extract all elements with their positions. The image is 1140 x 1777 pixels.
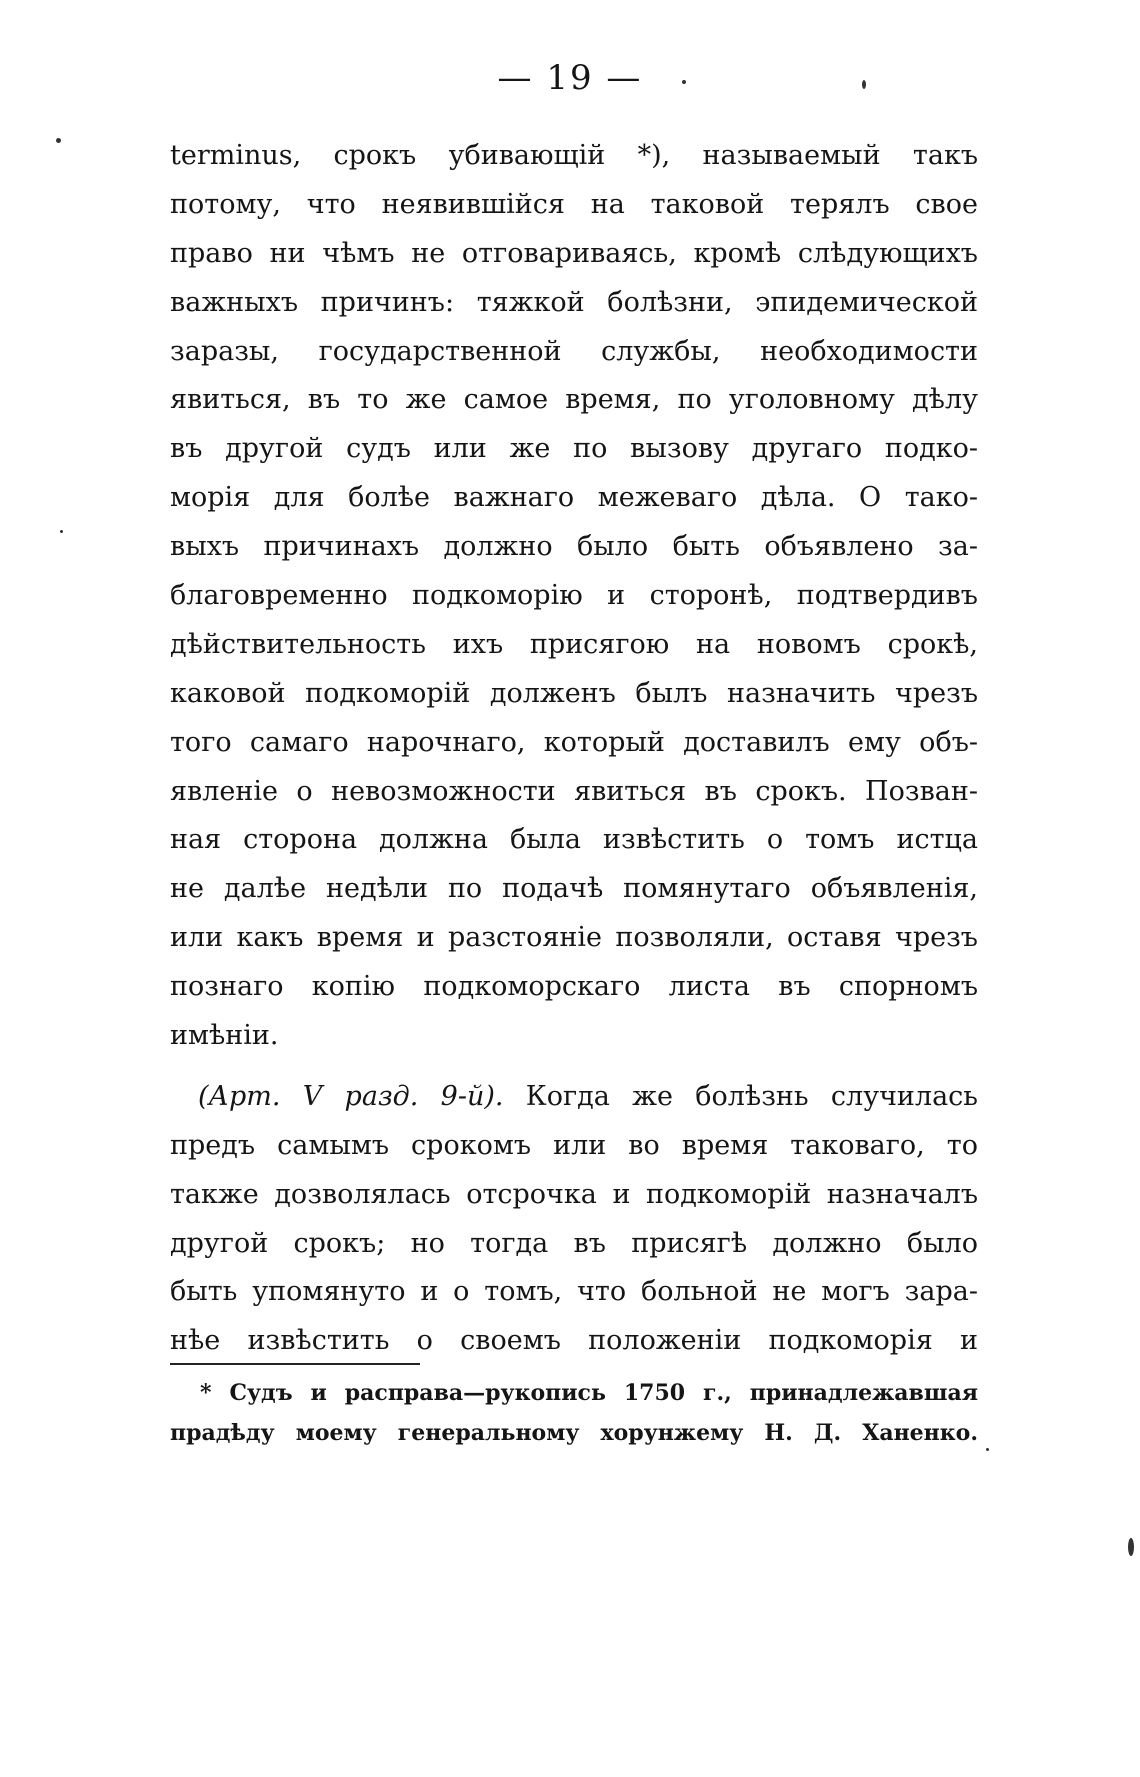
footnote-line: прадѣду моему генеральному хорунжему Н. Д. Ханенко. xyxy=(170,1420,978,1446)
text-line: въ другой судъ или же по вызову другаго подко- xyxy=(170,433,978,465)
text-line: потому, что неявившійся на таковой терялъ свое xyxy=(170,188,978,220)
text-line-with-reference xyxy=(170,1073,978,1122)
scan-speck xyxy=(1128,1538,1134,1556)
article-reference: (Арт. V разд. 9-й). xyxy=(198,1080,504,1112)
text-line: terminus, срокъ убивающій *), называемый такъ xyxy=(170,140,978,171)
text-line: познаго копію подкоморскаго листа въ спорномъ xyxy=(170,971,978,1003)
footnote xyxy=(170,1373,978,1453)
page-number: — 19 — xyxy=(497,58,643,98)
text-line: явиться, въ то же самое время, по уголовному дѣлу xyxy=(170,384,978,416)
text-line: также дозволялась отсрочка и подкоморій назначалъ xyxy=(170,1178,978,1210)
text-line: благовременно подкоморію и сторонѣ, подтвердивъ xyxy=(170,580,978,612)
text-line: право ни чѣмъ не отговариваясь, кромѣ слѣдующихъ xyxy=(170,237,978,269)
text-line: выхъ причинахъ должно было быть объявлено за- xyxy=(170,531,978,563)
text-line: явленіе о невозможности явиться въ срокъ. Позван- xyxy=(170,775,978,807)
scan-speck xyxy=(986,1448,989,1451)
footnote-divider xyxy=(170,1363,420,1365)
paragraph-break xyxy=(170,1061,978,1073)
text-line: быть упомянуто и о томъ, что больной не могъ зара- xyxy=(170,1276,978,1308)
text-line: заразы, государственной службы, необходимости xyxy=(170,335,978,367)
text-line: важныхъ причинъ: тяжкой болѣзни, эпидемической xyxy=(170,286,978,318)
text-line: ная сторона должна была извѣстить о томъ истца xyxy=(170,824,978,856)
scan-speck xyxy=(862,80,866,89)
scan-speck xyxy=(60,530,63,533)
text-line: предъ самымъ срокомъ или во время таковаго, то xyxy=(170,1129,978,1161)
text-line: дѣйствительность ихъ присягою на новомъ срокѣ, xyxy=(170,628,978,660)
text-line: другой срокъ; но тогда въ присягѣ должно было xyxy=(170,1227,978,1259)
main-text xyxy=(170,132,978,1366)
text-fragment: Когда же болѣзнь случилась xyxy=(525,1080,978,1112)
text-line: каковой подкоморій долженъ былъ назначить чрезъ xyxy=(170,677,978,709)
text-line: или какъ время и разстояніе позволяли, оставя чрезъ xyxy=(170,922,978,954)
footnote-line: * Судъ и расправа—рукопись 1750 г., принадлежавшая xyxy=(200,1380,978,1406)
text-line: морія для болѣе важнаго межеваго дѣла. О тако- xyxy=(170,482,978,514)
text-line: того самаго нарочнаго, который доставилъ ему объ- xyxy=(170,726,978,758)
scan-speck xyxy=(682,80,686,84)
scan-speck xyxy=(56,138,61,143)
text-line: имѣніи. xyxy=(170,1020,279,1052)
text-line: не далѣе недѣли по подачѣ помянутаго объявленія, xyxy=(170,873,978,905)
text-line: нѣе извѣстить о своемъ положеніи подкоморія и xyxy=(170,1325,978,1357)
